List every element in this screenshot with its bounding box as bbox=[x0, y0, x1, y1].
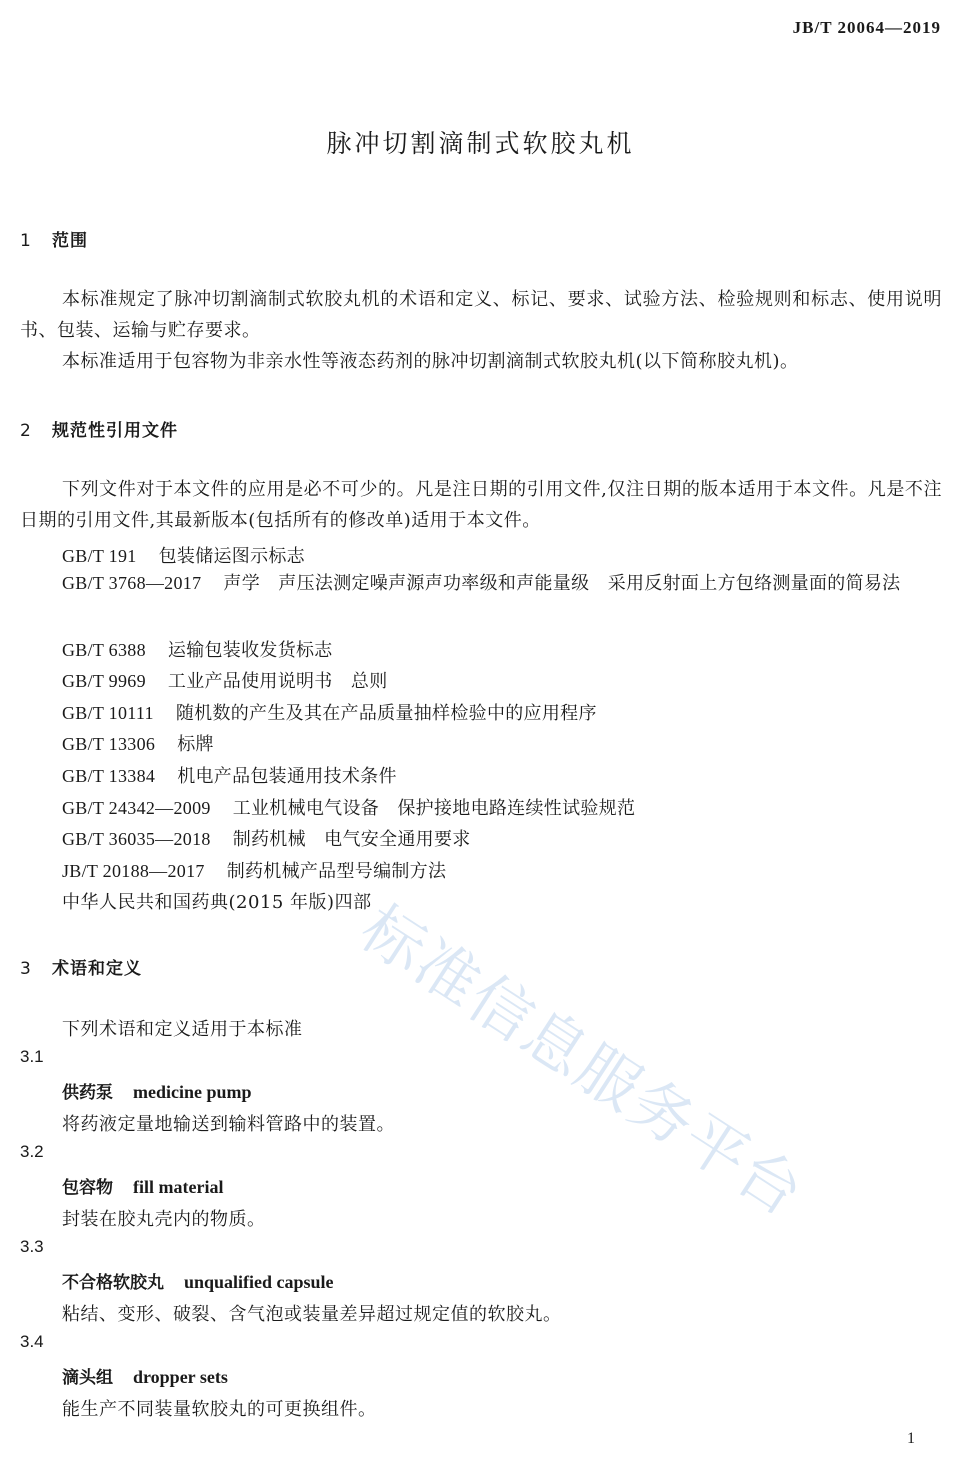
watermark: 标准信息服务平台 bbox=[348, 890, 818, 1231]
section-1-heading bbox=[20, 226, 88, 251]
reference-code: GB/T 24342—2009 bbox=[62, 798, 211, 818]
reference-code: GB/T 3768—2017 bbox=[62, 573, 202, 593]
reference-item bbox=[62, 542, 305, 568]
section-title: 术语和定义 bbox=[52, 959, 142, 979]
page-number: 1 bbox=[907, 1430, 915, 1447]
reference-code: GB/T 10111 bbox=[62, 703, 154, 723]
scope-paragraph-2: 本标准适用于包容物为非亲水性等液态药剂的脉冲切割滴制式软胶丸机(以下简称胶丸机)。 bbox=[62, 351, 799, 372]
term-heading bbox=[62, 1363, 228, 1388]
reference-code: GB/T 13306 bbox=[62, 734, 156, 754]
term-en: dropper sets bbox=[133, 1367, 228, 1387]
reference-title: 工业产品使用说明书 总则 bbox=[167, 671, 388, 692]
term-number: 3.3 bbox=[20, 1237, 44, 1256]
term-en: fill material bbox=[133, 1177, 224, 1197]
reference-item bbox=[62, 636, 333, 662]
reference-item-wrapped bbox=[20, 568, 942, 599]
reference-code: JB/T 20188—2017 bbox=[62, 861, 205, 881]
reference-item bbox=[62, 699, 597, 725]
term-number: 3.4 bbox=[20, 1332, 44, 1351]
reference-item bbox=[62, 667, 388, 693]
reference-item bbox=[62, 857, 446, 883]
reference-code: GB/T 9969 bbox=[62, 671, 146, 691]
reference-title: 包装储运图示标志 bbox=[158, 546, 305, 567]
term-zh: 滴头组 bbox=[62, 1368, 113, 1388]
section-title: 范围 bbox=[52, 231, 88, 251]
reference-title: 工业机械电气设备 保护接地电路连续性试验规范 bbox=[232, 798, 636, 819]
term-en: unqualified capsule bbox=[184, 1272, 334, 1292]
reference-item bbox=[62, 730, 214, 756]
section-2-heading bbox=[20, 416, 178, 441]
section-number: 3 bbox=[20, 959, 32, 979]
section-number: 2 bbox=[20, 421, 32, 441]
reference-title: 机电产品包装通用技术条件 bbox=[177, 766, 397, 787]
reference-title: 制药机械 电气安全通用要求 bbox=[232, 829, 471, 850]
term-en: medicine pump bbox=[133, 1082, 252, 1102]
standard-code: JB/T 20064—2019 bbox=[792, 18, 941, 37]
term-heading bbox=[62, 1268, 334, 1293]
term-zh: 供药泵 bbox=[62, 1083, 113, 1103]
reference-title: 制药机械产品型号编制方法 bbox=[226, 861, 447, 882]
reference-item bbox=[62, 794, 635, 820]
reference-title: 随机数的产生及其在产品质量抽样检验中的应用程序 bbox=[175, 703, 597, 724]
term-definition: 粘结、变形、破裂、含气泡或装量差异超过规定值的软胶丸。 bbox=[62, 1304, 562, 1325]
scope-paragraph-1: 本标准规定了脉冲切割滴制式软胶丸机的术语和定义、标记、要求、试验方法、检验规则和标志、使用说明书、包装、运输与贮存要求。 bbox=[20, 289, 942, 341]
reference-code: GB/T 6388 bbox=[62, 640, 146, 660]
references-intro: 下列文件对于本文件的应用是必不可少的。凡是注日期的引用文件,仅注日期的版本适用于本文件。凡是不注日期的引用文件,其最新版本(包括所有的修改单)适用于本文件。 bbox=[20, 479, 942, 531]
term-definition: 封装在胶丸壳内的物质。 bbox=[62, 1209, 266, 1230]
reference-item bbox=[62, 825, 471, 851]
term-zh: 包容物 bbox=[62, 1178, 113, 1198]
term-number: 3.2 bbox=[20, 1142, 44, 1161]
document-title: 脉冲切割滴制式软胶丸机 bbox=[326, 129, 635, 158]
reference-item bbox=[62, 762, 397, 788]
pharmacopoeia-reference: 中华人民共和国药典(2015 年版)四部 bbox=[62, 892, 372, 913]
term-definition: 将药液定量地输送到输料管路中的装置。 bbox=[62, 1114, 395, 1135]
term-zh: 不合格软胶丸 bbox=[62, 1273, 164, 1293]
reference-code: GB/T 13384 bbox=[62, 766, 156, 786]
reference-title: 运输包装收发货标志 bbox=[167, 640, 333, 661]
reference-title: 声学 声压法测定噪声源声功率级和声能量级 采用反射面上方包络测量面的简易法 bbox=[223, 573, 901, 594]
section-title: 规范性引用文件 bbox=[52, 421, 178, 441]
terms-intro: 下列术语和定义适用于本标准 bbox=[62, 1019, 303, 1040]
reference-code: GB/T 36035—2018 bbox=[62, 829, 211, 849]
section-3-heading bbox=[20, 954, 142, 979]
term-heading bbox=[62, 1078, 252, 1103]
term-definition: 能生产不同装量软胶丸的可更换组件。 bbox=[62, 1399, 377, 1420]
term-number: 3.1 bbox=[20, 1047, 44, 1066]
reference-title: 标牌 bbox=[177, 734, 214, 755]
section-number: 1 bbox=[20, 231, 32, 251]
reference-code: GB/T 191 bbox=[62, 546, 137, 566]
term-heading bbox=[62, 1173, 223, 1198]
